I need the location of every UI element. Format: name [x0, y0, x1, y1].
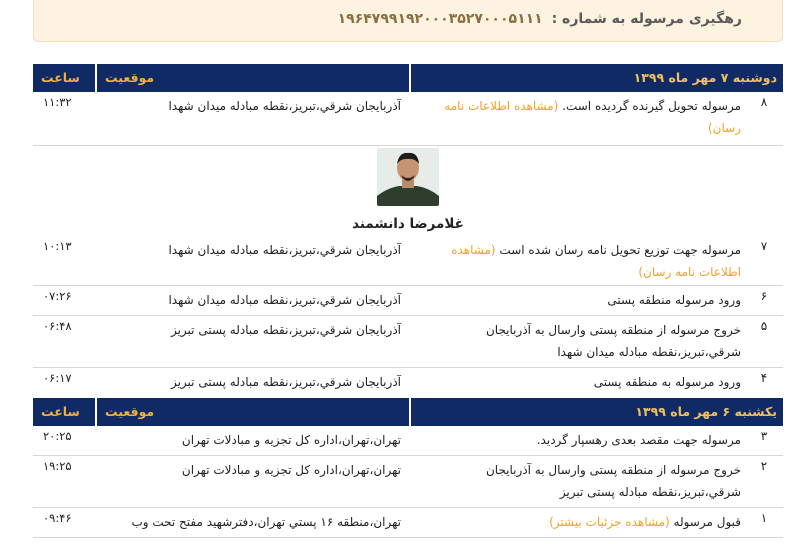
- row-time: ۰۷:۲۶: [43, 289, 72, 303]
- table-row: [33, 426, 783, 456]
- row-description: [409, 92, 745, 145]
- row-number: ۵: [760, 319, 768, 333]
- row-description: [409, 316, 745, 367]
- header-location: موقعیت: [95, 64, 409, 92]
- table-header: [33, 64, 783, 92]
- row-location: تهران،تهران،اداره کل تجزيه و مبادلات تهران: [181, 433, 401, 447]
- header-time: ساعت: [41, 404, 80, 419]
- row-location: آذربايجان شرقي،تبريز،نقطه مبادله پستی تبريز: [170, 375, 401, 389]
- row-description: [409, 368, 745, 396]
- carrier-name: غلامرضا دانشمند: [352, 216, 464, 232]
- row-time: ۱۱:۳۲: [43, 95, 72, 109]
- row-time: ۱۰:۱۳: [43, 239, 72, 253]
- row-number: ۲: [760, 459, 768, 473]
- table-row: [33, 456, 783, 508]
- table-row: [33, 316, 783, 368]
- row-desc-text: خروج مرسوله از منطقه پستی وارسال به آذربایجان شرقي،تبريز،نقطه مبادله ميدان شهدا: [485, 323, 741, 359]
- row-description: [409, 286, 745, 315]
- row-time: ۰۶:۴۸: [43, 319, 72, 333]
- table-row: [33, 236, 783, 286]
- carrier-photo: [377, 148, 439, 206]
- row-location: تهران،منطقه ۱۶ پستي تهران،دفترشهيد مفتح تحت وب: [131, 515, 401, 529]
- row-number: ۶: [760, 289, 768, 303]
- table-row: [33, 286, 783, 316]
- row-time: ۰۹:۴۶: [43, 511, 72, 525]
- row-location: تهران،تهران،اداره کل تجزيه و مبادلات تهران: [181, 463, 401, 477]
- tracking-number: ۱۹۶۴۷۹۹۱۹۲۰۰۰۳۵۲۷۰۰۰۵۱۱۱: [337, 11, 543, 27]
- header-location: موقعیت: [95, 398, 409, 426]
- table-header: [33, 398, 783, 426]
- row-time: ۰۶:۱۷: [43, 371, 72, 385]
- view-more-details-link[interactable]: (مشاهده جزئیات بیشتر): [549, 515, 670, 529]
- row-desc-text: ورود مرسوله منطقه پستی: [607, 293, 741, 307]
- row-desc-text: مرسوله جهت توزیع تحویل نامه رسان شده است: [499, 243, 741, 257]
- row-location: آذربايجان شرقي،تبريز،نقطه مبادله ميدان شهدا: [168, 99, 401, 113]
- view-carrier-info-link[interactable]: (مشاهده اطلاعات نامه رسان): [451, 243, 741, 279]
- header-date: دوشنبه ۷ مهر ماه ۱۳۹۹: [409, 64, 783, 92]
- row-desc-text: قبول مرسوله: [673, 515, 741, 529]
- row-description: [409, 426, 745, 455]
- row-description: [409, 456, 745, 507]
- row-desc-text: خروج مرسوله از منطقه پستی وارسال به آذربایجان شرقي،تبريز،نقطه مبادله پستی تبريز: [485, 463, 741, 499]
- row-time: ۲۰:۲۵: [43, 429, 72, 443]
- table-row: [33, 368, 783, 396]
- tracking-table-day1-cont: [33, 236, 783, 396]
- row-number: ۳: [760, 429, 768, 443]
- banner-label: رهگیری مرسوله به شماره :: [551, 11, 742, 27]
- row-description: [409, 236, 745, 285]
- row-location: آذربايجان شرقي،تبريز،نقطه مبادله ميدان شهدا: [168, 293, 401, 307]
- row-location: آذربايجان شرقي،تبريز،نقطه مبادله ميدان شهدا: [168, 243, 401, 257]
- row-number: ۸: [760, 95, 768, 109]
- tracking-banner: [33, 0, 783, 42]
- table-row: [33, 508, 783, 538]
- header-time: ساعت: [41, 70, 80, 85]
- person-icon: [377, 148, 439, 206]
- carrier-block: [33, 146, 783, 236]
- header-date: یکشنبه ۶ مهر ماه ۱۳۹۹: [409, 398, 783, 426]
- row-desc-text: ورود مرسوله به منطقه پستی: [593, 375, 741, 389]
- row-number: ۷: [760, 239, 768, 253]
- tracking-table-day2: [33, 398, 783, 538]
- row-description: [409, 508, 745, 537]
- row-time: ۱۹:۲۵: [43, 459, 72, 473]
- row-number: ۱: [760, 511, 768, 525]
- row-desc-text: مرسوله تحویل گیرنده گردیده است.: [562, 99, 741, 113]
- table-row: [33, 92, 783, 146]
- row-number: ۴: [760, 371, 768, 385]
- tracking-table-day1: [33, 64, 783, 146]
- row-location: آذربايجان شرقي،تبريز،نقطه مبادله پستی تبريز: [170, 323, 401, 337]
- row-desc-text: مرسوله جهت مقصد بعدی رهسپار گردید.: [536, 433, 741, 447]
- view-carrier-info-link[interactable]: (مشاهده اطلاعات نامه رسان): [444, 99, 741, 135]
